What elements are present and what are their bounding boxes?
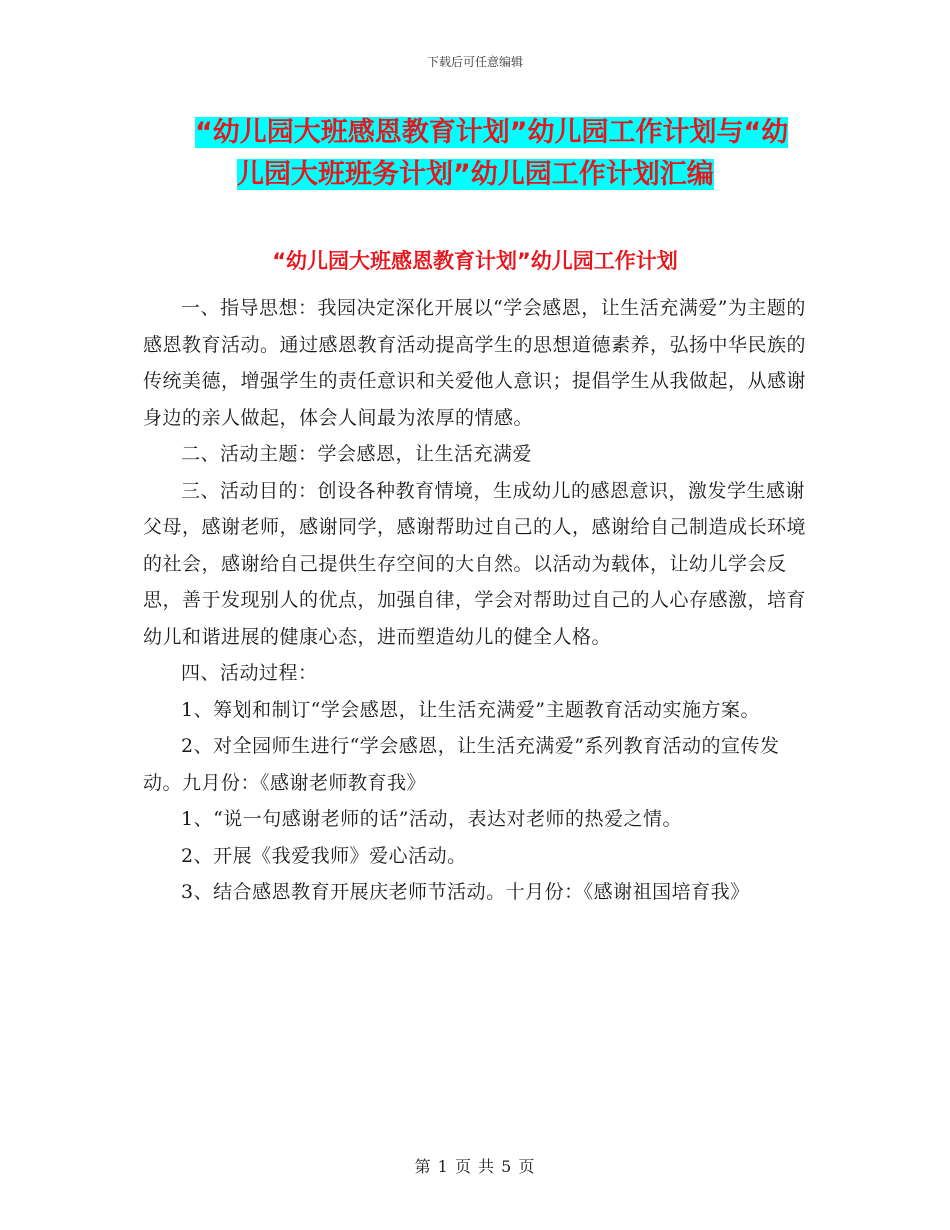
paragraph-activity-purpose: 三、活动目的：创设各种教育情境，生成幼儿的感恩意识，激发学生感谢父母，感谢老师，感谢同学，感谢帮助过自己的人，感谢给自己制造成长环境的社会，感谢给自己提供生存空间的大自然。以活动为载体，让幼儿学会反思，善于发现别人的优点，加强自律，学会对帮助过自己的人心存感激，培育幼儿和谐进展的健康心态，进而塑造幼儿的健全人格。 bbox=[143, 479, 807, 648]
title-line-1-text: “幼儿园大班感恩教育计划”幼儿园工作计划与“幼 bbox=[195, 117, 789, 148]
paragraph-september-item-1: 1、“说一句感谢老师的话”活动，表达对老师的热爱之情。 bbox=[181, 808, 683, 830]
paragraph-activity-process-heading: 四、活动过程： bbox=[181, 662, 318, 684]
title-line-2-text: 儿园大班班务计划”幼儿园工作计划汇编 bbox=[237, 159, 714, 190]
title-line-2 bbox=[140, 154, 810, 196]
section-subtitle: “幼儿园大班感恩教育计划”幼儿园工作计划 bbox=[272, 249, 678, 273]
page-number-footer: 第 1 页 共 5 页 bbox=[414, 1157, 536, 1176]
page-header-note: 下载后可任意编辑 bbox=[426, 55, 523, 69]
paragraph-activity-theme: 二、活动主题：学会感恩，让生活充满爱 bbox=[181, 443, 533, 465]
paragraph-process-step-1: 1、筹划和制订“学会感恩，让生活充满爱”主题教育活动实施方案。 bbox=[181, 698, 761, 721]
paragraph-september-item-3: 3、结合感恩教育开展庆老师节活动。十月份：《感谢祖国培育我》 bbox=[181, 881, 750, 903]
paragraph-guiding-ideology: 一、指导思想：我园决定深化开展以“学会感恩，让生活充满爱”为主题的感恩教育活动。通过感恩教育活动提高学生的思想道德素养，弘扬中华民族的传统美德，增强学生的责任意识和关爱他人意识；提倡学生从我做起，从感谢身边的亲人做起，体会人间最为浓厚的情感。 bbox=[143, 297, 807, 429]
document-title bbox=[140, 112, 810, 196]
title-line-1 bbox=[140, 112, 810, 154]
paragraph-september-item-2: 2、开展《我爱我师》爱心活动。 bbox=[181, 844, 467, 867]
paragraph-process-step-2: 2、对全园师生进行“学会感恩，让生活充满爱”系列教育活动的宣传发动。九月份：《感谢老师教育我》 bbox=[143, 735, 780, 794]
document-body bbox=[143, 290, 808, 911]
